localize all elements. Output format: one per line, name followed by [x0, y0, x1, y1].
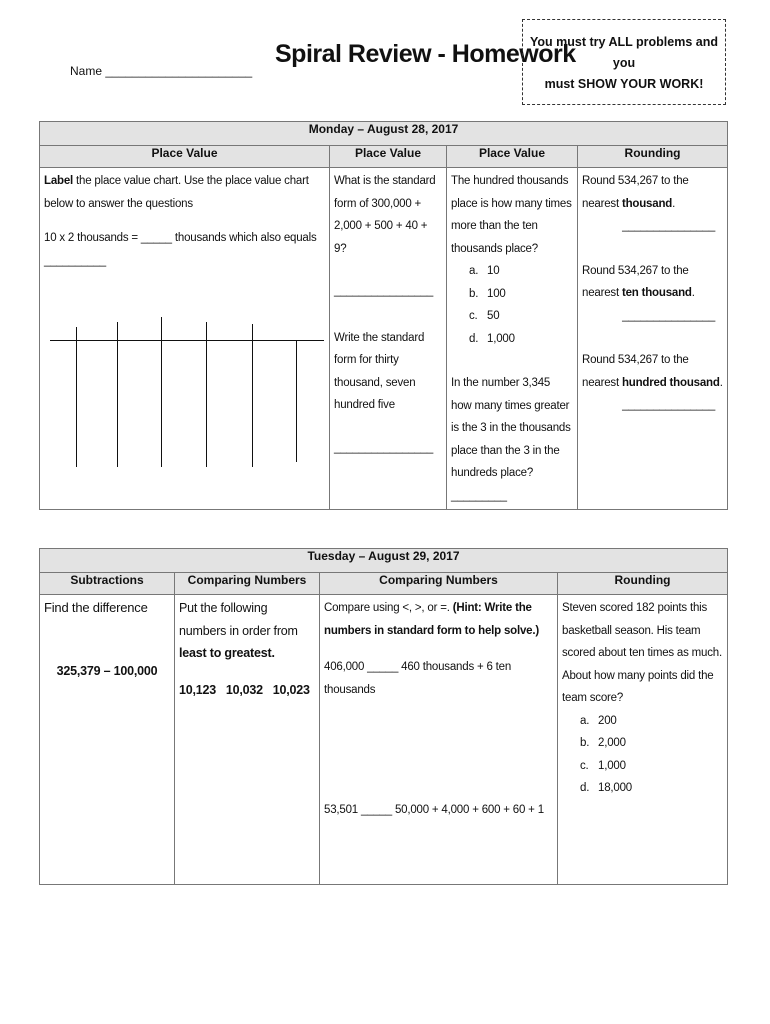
- rounding-question-hundred-thousand: Round 534,267 to the nearest hundred thousand. _______________: [582, 349, 723, 417]
- monday-standard-form-cell: [330, 168, 447, 510]
- basketball-question: Steven scored 182 points this basketball season. His team scored about ten times as much. About how many points did the team score?: [562, 602, 722, 704]
- compare-hint: (Hint: Write the numbers in standard form to help solve.): [324, 602, 540, 637]
- multiplication-question: 10 x 2 thousands = _____ thousands which also equals: [44, 232, 317, 244]
- tuesday-table: [39, 548, 728, 885]
- tuesday-day-title: Tuesday – August 29, 2017: [40, 549, 728, 573]
- compare-question-1[interactable]: 406,000 _____ 460 thousands + 6 ten thousands: [324, 661, 512, 696]
- tuesday-col-header-4: Rounding: [558, 573, 728, 595]
- tuesday-col-header-3: Comparing Numbers: [320, 573, 558, 595]
- monday-rounding-cell: [578, 168, 728, 510]
- option-d[interactable]: d. 18,000: [580, 782, 632, 794]
- tuesday-compare-cell: [320, 595, 558, 885]
- standard-form-answer-blank-2[interactable]: ________________: [334, 441, 434, 454]
- chart-divider-3: [161, 317, 162, 467]
- option-a[interactable]: a. 10: [469, 265, 500, 277]
- option-d[interactable]: d. 1,000: [469, 332, 515, 345]
- option-c[interactable]: c. 1,000: [580, 759, 626, 772]
- standard-form-question-1: What is the standard form of 300,000 + 2,000 + 500 + 40 + 9?: [334, 175, 436, 255]
- compare-question-2[interactable]: 53,501 _____ 50,000 + 4,000 + 600 + 60 + 1: [324, 804, 544, 816]
- chart-divider-1: [76, 327, 77, 467]
- rounding-answer-blank-3[interactable]: _______________: [622, 399, 716, 411]
- place-value-chart[interactable]: [44, 312, 325, 462]
- chart-baseline: [50, 340, 324, 341]
- option-b[interactable]: b. 2,000: [580, 737, 626, 749]
- name-field[interactable]: Name ______________________: [70, 64, 253, 78]
- option-b[interactable]: b. 100: [469, 287, 506, 300]
- monday-day-title: Monday – August 28, 2017: [40, 122, 728, 146]
- multiplication-answer-blank[interactable]: __________: [44, 254, 106, 267]
- tuesday-ordering-cell: [175, 595, 320, 885]
- rounding-answer-blank-2[interactable]: _______________: [622, 309, 716, 322]
- chart-instruction: [44, 170, 325, 215]
- monday-col-header-3: Place Value: [447, 146, 578, 168]
- ordering-instruction: Put the following numbers in order from least to greatest.: [179, 601, 298, 660]
- tuesday-rounding-cell: [558, 595, 728, 885]
- times-greater-question: In the number 3,345 how many times greater is the 3 in the thousands place than the 3 in the hundreds place? _________: [451, 377, 571, 502]
- monday-col-header-4: Rounding: [578, 146, 728, 168]
- monday-col-header-2: Place Value: [330, 146, 447, 168]
- times-greater-answer-blank[interactable]: _________: [451, 489, 507, 502]
- rounding-question-thousand: Round 534,267 to the nearest thousand. _______________: [582, 170, 723, 238]
- tuesday-subtraction-cell: [40, 595, 175, 885]
- monday-table: [39, 121, 728, 510]
- times-more-question: The hundred thousands place is how many times more than the ten thousands place?: [451, 175, 572, 255]
- chart-divider-4: [206, 322, 207, 467]
- page-title: Spiral Review - Homework: [275, 40, 576, 68]
- tuesday-col-header-2: Comparing Numbers: [175, 573, 320, 595]
- tuesday-col-header-1: Subtractions: [40, 573, 175, 595]
- subtraction-instruction: Find the difference: [44, 600, 148, 615]
- notice-line-1: You must try ALL problems and you: [530, 35, 718, 70]
- ordering-numbers: 10,123 10,032 10,023: [179, 682, 310, 697]
- option-a[interactable]: a. 200: [580, 714, 617, 727]
- label-keyword: Label: [44, 175, 74, 187]
- monday-col-header-1: Place Value: [40, 146, 330, 168]
- instructions-notice-box: [522, 19, 726, 105]
- chart-divider-6: [296, 340, 297, 462]
- monday-place-value-chart-cell: [40, 168, 330, 510]
- compare-instruction: Compare using <, >, or =. (Hint: Write the numbers in standard form to help solve.): [324, 602, 540, 637]
- chart-instruction-text: the place value chart. Use the place value chart below to answer the questions: [44, 175, 309, 210]
- monday-times-more-cell: [447, 168, 578, 510]
- option-c[interactable]: c. 50: [469, 310, 500, 322]
- rounding-question-ten-thousand: Round 534,267 to the nearest ten thousand. _______________: [582, 260, 723, 328]
- standard-form-answer-blank-1[interactable]: ________________: [334, 285, 434, 297]
- subtraction-problem: 325,379 – 100,000: [56, 663, 158, 678]
- chart-divider-5: [252, 324, 253, 467]
- times-more-options: [451, 260, 573, 350]
- chart-divider-2: [117, 322, 118, 467]
- rounding-answer-blank-1[interactable]: _______________: [622, 220, 716, 232]
- standard-form-question-2: Write the standard form for thirty thousand, seven hundred five: [334, 331, 425, 411]
- basketball-options: [562, 710, 723, 800]
- notice-line-2: must SHOW YOUR WORK!: [544, 77, 704, 91]
